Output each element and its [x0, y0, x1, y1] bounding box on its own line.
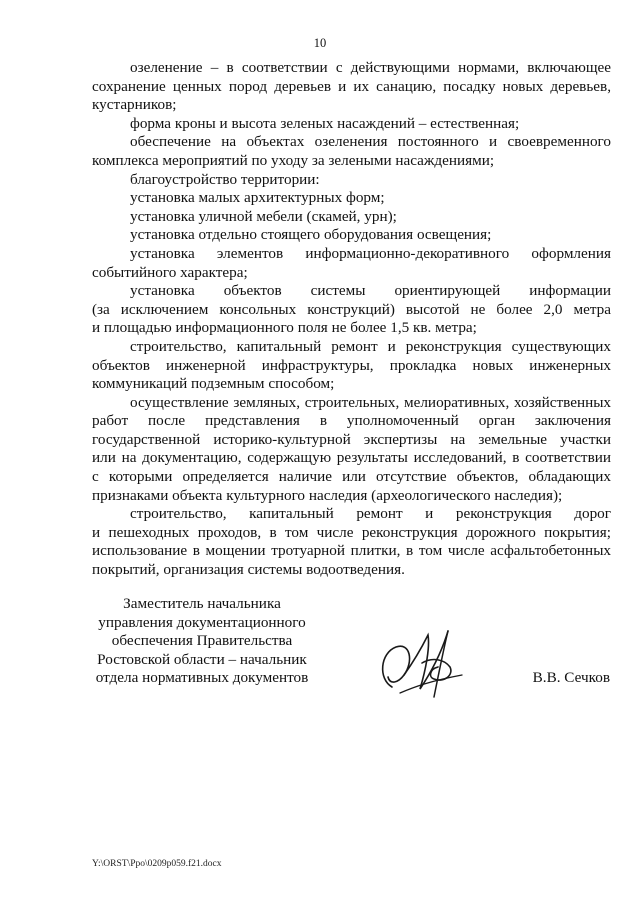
text-line: (за исключением консольных конструкций) высотой не более 2,0 метра: [92, 300, 611, 318]
text-line: установка объектов системы ориентирующей информации: [130, 282, 611, 300]
text-line: установка элементов информационно-декоративного оформления: [130, 244, 611, 262]
text-line: работ после представления в уполномоченный орган заключения: [92, 412, 611, 430]
text-line: с которыми определяется наличие или отсутствие объектов, обладающих: [92, 468, 611, 486]
text-line: строительство, капитальный ремонт и реконструкция дорог: [130, 505, 611, 523]
text-line: коммуникаций подземным способом;: [92, 375, 335, 393]
text-line: форма кроны и высота зеленых насаждений – естественная;: [130, 114, 520, 132]
signatory-title-line: обеспечения Правительства: [111, 632, 293, 650]
text-line: и пешеходных проходов, в том числе реконструкция дорожного покрытия;: [92, 523, 611, 541]
text-line: установка уличной мебели (скамей, урн);: [130, 207, 397, 225]
file-path: Y:\ORST\Ppo\0209p059.f21.docx: [92, 859, 222, 869]
text-line: использование в мощении тротуарной плитки, в том числе асфальтобетонных: [92, 542, 611, 560]
text-line: объектов инженерной инфраструктуры, прокладка новых инженерных: [92, 356, 611, 374]
text-line: озеленение – в соответствии с действующими нормами, включающее: [130, 59, 611, 76]
text-line: покрытий, организация системы водоотведения.: [92, 561, 405, 579]
signatory-title-line: Заместитель начальника: [123, 595, 281, 612]
signatory-title-line: отдела нормативных документов: [95, 669, 309, 687]
text-line: и площадью информационного поля не более 1,5 кв. метра;: [92, 319, 477, 337]
text-line: комплекса мероприятий по уходу за зелеными насаждениями;: [92, 151, 495, 169]
text-line: событийного характера;: [92, 263, 248, 281]
signatory-title-line: управления документационного: [98, 613, 306, 631]
signatory-title: [92, 595, 312, 688]
text-line: благоустройство территории:: [130, 170, 320, 188]
document-body: [92, 59, 611, 580]
handwritten-signature: [370, 617, 480, 707]
text-line: осуществление земляных, строительных, мелиоративных, хозяйственных: [130, 393, 611, 411]
text-line: обеспечение на объектах озеленения постоянного и своевременного: [130, 133, 611, 151]
text-line: установка малых архитектурных форм;: [130, 189, 385, 207]
text-line: или на документацию, содержащую результаты исследований, в соответствии: [92, 449, 611, 467]
text-line: строительство, капитальный ремонт и реконструкция существующих: [130, 337, 611, 355]
text-line: государственной историко-культурной экспертизы на земельные участки: [92, 430, 611, 448]
text-line: кустарников;: [92, 96, 177, 114]
signatory-name: В.В. Сечков: [532, 669, 610, 686]
page-number: 10: [313, 36, 327, 50]
text-line: установка отдельно стоящего оборудования освещения;: [130, 226, 492, 244]
text-line: признаками объекта культурного наследия (археологического наследия);: [92, 486, 563, 504]
text-line: сохранение ценных пород деревьев и их санацию, посадку новых деревьев,: [92, 77, 611, 95]
signatory-title-line: Ростовской области – начальник: [97, 650, 307, 668]
